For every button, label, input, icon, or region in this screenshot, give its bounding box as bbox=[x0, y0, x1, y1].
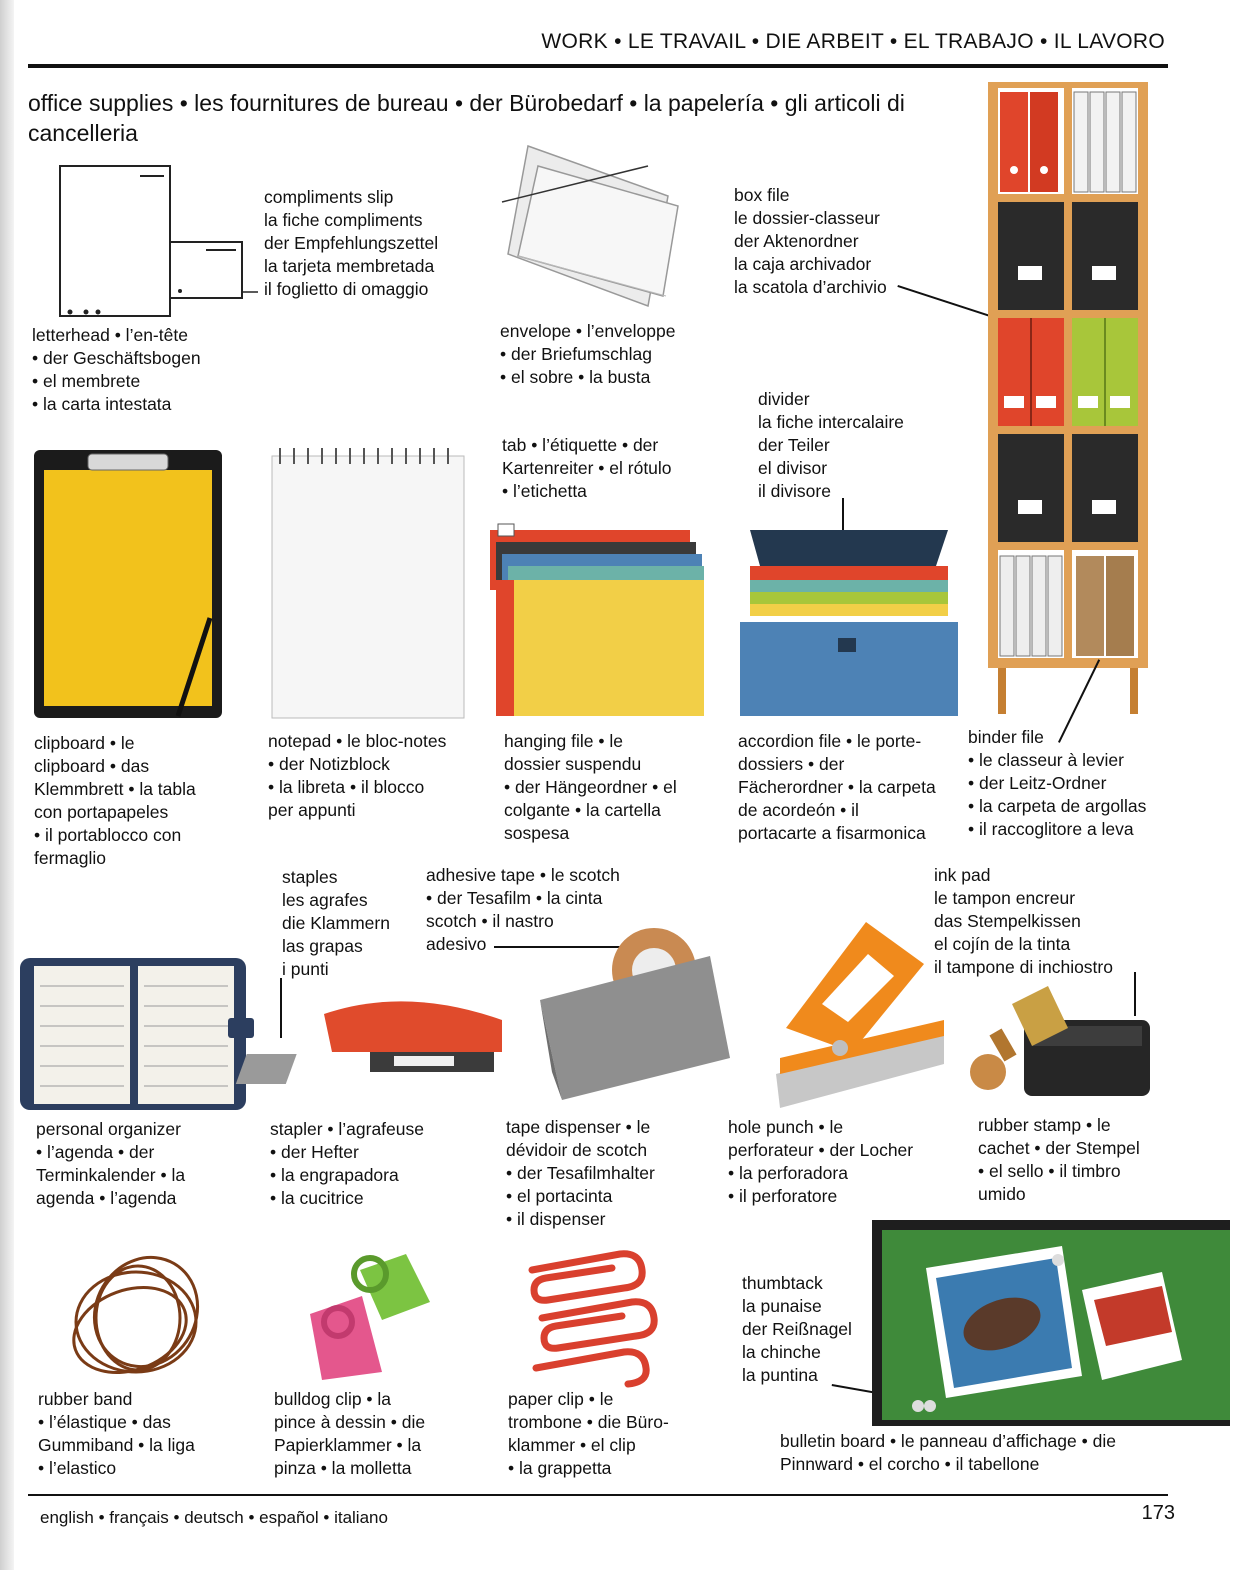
stapler-label: stapler • l’agrafeuse • der Hefter • la engrapadora • la cucitrice bbox=[270, 1119, 424, 1208]
shelf-unit-illustration bbox=[984, 78, 1152, 718]
stapler-illustration bbox=[266, 990, 516, 1110]
tab-label: tab • l’étiquette • der Kartenreiter • el rótulo • l’etichetta bbox=[502, 435, 672, 501]
envelope-illustration bbox=[498, 136, 688, 316]
rubber-stamp-label: rubber stamp • le cachet • der Stempel • el sello • il timbro umido bbox=[978, 1115, 1140, 1204]
letterhead-label: letterhead • l’en-tête • der Geschäftsbogen • el membrete • la carta intestata bbox=[32, 325, 201, 414]
compliments-slip-label: compliments slip la fiche compliments der Empfehlungszettel la tarjeta membretada il foglietto di omaggio bbox=[264, 187, 439, 299]
bulldog-clip-illustration bbox=[298, 1252, 446, 1384]
tape-dispenser-label: tape dispenser • le dévidoir de scotch • der Tesafilmhalter • el portacinta • il dispenser bbox=[506, 1117, 655, 1229]
thumbtack-label: thumbtack la punaise der Reißnagel la chinche la puntina bbox=[742, 1273, 852, 1385]
binder-file-label: binder file • le classeur à levier • der Leitz-Ordner • la carpeta de argollas • il raccoglitore a leva bbox=[968, 727, 1147, 839]
envelope-label: envelope • l’enveloppe • der Briefumschlag • el sobre • la busta bbox=[500, 321, 676, 387]
hole-punch-label: hole punch • le perforateur • der Locher • la perforadora • il perforatore bbox=[728, 1117, 914, 1206]
notepad-illustration bbox=[270, 440, 466, 720]
box-file-label: box file le dossier-classeur der Aktenordner la caja archivador la scatola d’archivio bbox=[734, 185, 887, 297]
footer-rule bbox=[28, 1494, 1168, 1496]
clipboard-label: clipboard • le clipboard • das Klemmbrett • la tabla con portapapeles • il portablocco con fermaglio bbox=[34, 733, 196, 868]
staples-label: staples les agrafes die Klammern las grapas i punti bbox=[282, 867, 390, 979]
accordion-file-label: accordion file • le porte- dossiers • der Fächerordner • la carpeta de acordeón • il portacarte a fisarmonica bbox=[738, 731, 936, 843]
paper-clip-label: paper clip • le trombone • die Büro- klammer • el clip • la grappetta bbox=[508, 1389, 669, 1478]
bulldog-clip-label: bulldog clip • la pince à dessin • die Papierklammer • la pinza • la molletta bbox=[274, 1389, 426, 1478]
header-rule bbox=[28, 64, 1168, 68]
page-number: 173 bbox=[1141, 1502, 1175, 1524]
page-spine-shadow bbox=[0, 0, 14, 1570]
tape-dispenser-illustration bbox=[534, 922, 734, 1110]
hanging-file-label: hanging file • le dossier suspendu • der Hängeordner • el colgante • la cartella sospesa bbox=[504, 731, 677, 843]
personal-organizer-illustration bbox=[18, 956, 254, 1112]
rubber-band-label: rubber band • l’élastique • das Gummiband • la liga • l’elastico bbox=[38, 1389, 195, 1478]
bulletin-board-illustration bbox=[872, 1220, 1230, 1426]
notepad-label: notepad • le bloc-notes • der Notizblock • la libreta • il blocco per appunti bbox=[268, 731, 447, 820]
paper-clip-illustration bbox=[512, 1246, 676, 1386]
section-title: office supplies • les fournitures de bureau • der Bürobedarf • la papelería • gli articoli di cancelleria bbox=[28, 90, 905, 146]
rubber-stamp-illustration bbox=[966, 976, 1156, 1106]
letterhead-illustration bbox=[58, 164, 258, 324]
rubber-band-illustration bbox=[66, 1252, 216, 1392]
hanging-file-illustration bbox=[486, 520, 708, 720]
footer-languages: english • français • deutsch • español • italiano bbox=[40, 1508, 388, 1527]
divider-label: divider la fiche intercalaire der Teiler el divisor il divisore bbox=[758, 389, 904, 501]
chapter-header: WORK • LE TRAVAIL • DIE ARBEIT • EL TRABAJO • IL LAVORO bbox=[541, 30, 1165, 53]
clipboard-illustration bbox=[32, 448, 224, 720]
bulletin-board-label: bulletin board • le panneau d’affichage • die Pinnward • el corcho • il tabellone bbox=[780, 1431, 1116, 1474]
hole-punch-illustration bbox=[756, 918, 948, 1110]
accordion-file-illustration bbox=[736, 526, 962, 720]
ink-pad-label: ink pad le tampon encreur das Stempelkissen el cojín de la tinta il tampone di inchiostro bbox=[934, 865, 1113, 977]
personal-organizer-label: personal organizer • l’agenda • der Terminkalender • la agenda • l’agenda bbox=[36, 1119, 186, 1208]
adhesive-tape-label: adhesive tape • le scotch • der Tesafilm • la cinta scotch • il nastro adesivo bbox=[426, 865, 620, 954]
